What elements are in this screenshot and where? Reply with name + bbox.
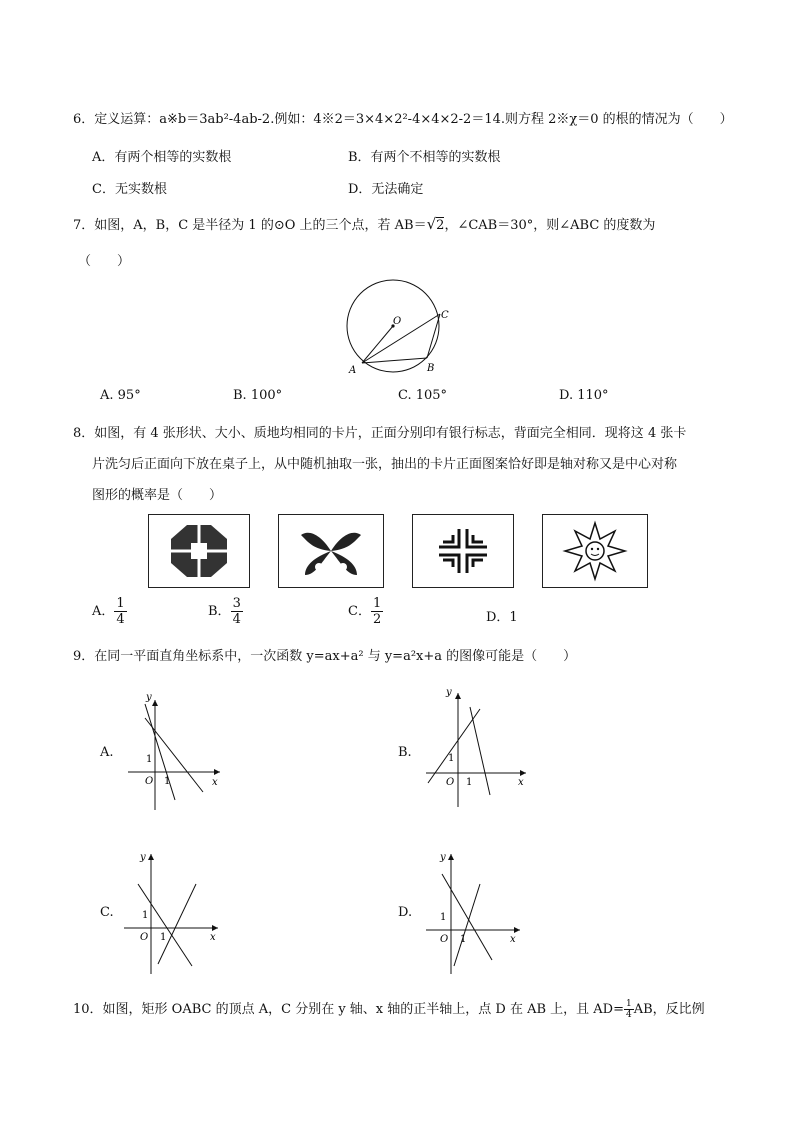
denominator: 4 <box>116 612 125 627</box>
q8-option-c-fraction <box>371 596 383 627</box>
q9-graph-d <box>420 848 530 980</box>
q6-option-a[interactable]: A．有两个相等的实数根 <box>92 150 232 165</box>
q8-option-b-fraction <box>231 596 243 627</box>
q10-fraction <box>624 999 634 1020</box>
q10-stem-text-after: AB，反比例 <box>633 1002 705 1017</box>
y-label: y <box>140 852 146 863</box>
y-label: y <box>446 687 452 698</box>
numerator: 1 <box>372 596 382 611</box>
q7-stem-text-after: ，∠CAB＝30°，则∠ABC 的度数为 <box>444 218 656 233</box>
line-2 <box>158 884 196 964</box>
tick-y-1: 1 <box>142 910 149 921</box>
q8-option-a-fraction <box>114 596 126 627</box>
x-label: x <box>510 934 516 945</box>
q9-option-b[interactable]: B. <box>398 745 412 760</box>
q6-stem: 6．定义运算：a※b＝3ab²-4ab-2.例如：4※2＝3×4×2²-4×4×2-2＝14.则方程 2※χ＝0 的根的情况为（ ） <box>73 112 733 127</box>
sun-star-logo-icon <box>543 515 647 587</box>
label-b: B <box>427 363 435 374</box>
chord-ab <box>362 358 427 363</box>
x-label: x <box>210 932 216 943</box>
q9-option-d[interactable]: D. <box>398 905 413 920</box>
q7-sqrt-value: 2 <box>436 218 445 233</box>
line-1 <box>442 874 492 960</box>
q8-option-b[interactable] <box>208 596 243 627</box>
card-logo-4 <box>542 514 648 588</box>
origin-label: O <box>140 932 149 943</box>
q8-stem-line3: 图形的概率是（ ） <box>92 488 223 503</box>
tick-y-1: 1 <box>448 753 455 764</box>
octagon-logo-icon <box>149 515 249 587</box>
tick-x-1: 1 <box>164 776 171 787</box>
q9-graph-b <box>418 685 538 815</box>
x-label: x <box>212 777 218 788</box>
q8-option-d[interactable]: D．1 <box>486 610 518 625</box>
numerator: 1 <box>626 999 632 1009</box>
q9-graph-c <box>118 848 228 980</box>
tick-x-1: 1 <box>460 934 467 945</box>
label-a: A <box>349 365 357 376</box>
radius-oa <box>362 326 393 363</box>
q7-stem-text: 7．如图，A，B，C 是半径为 1 的⊙O 上的三个点，若 AB＝ <box>73 218 427 233</box>
q10-stem <box>73 998 705 1020</box>
q7-answer-paren: （ ） <box>78 254 131 269</box>
q7-option-d[interactable]: D. 110° <box>559 388 609 403</box>
origin-label: O <box>145 776 154 787</box>
q8-option-c-prefix: C． <box>348 604 371 619</box>
numerator: 1 <box>116 596 125 611</box>
y-label: y <box>146 692 152 703</box>
q8-option-a[interactable] <box>92 596 127 627</box>
line-2 <box>145 718 203 792</box>
q6-option-c[interactable]: C．无实数根 <box>92 182 167 197</box>
q8-option-a-prefix: A． <box>92 604 115 619</box>
q7-option-b[interactable]: B. 100° <box>233 388 283 403</box>
line-1 <box>428 709 480 783</box>
tick-y-1: 1 <box>440 912 447 923</box>
label-o: O <box>393 316 402 327</box>
q7-circle-figure <box>335 278 465 378</box>
sqrt-symbol: √ <box>426 215 437 233</box>
origin-label: O <box>446 777 455 788</box>
denominator: 2 <box>372 612 382 627</box>
q8-stem-line2: 片洗匀后正面向下放在桌子上，从中随机抽取一张，抽出的卡片正面图案恰好即是轴对称又是中心对称 <box>92 457 678 472</box>
origin-label: O <box>440 934 449 945</box>
line-2 <box>454 884 480 966</box>
card-logo-1 <box>148 514 250 588</box>
q7-stem <box>73 214 655 233</box>
card-logo-3 <box>412 514 514 588</box>
cross-bars-logo-icon <box>413 515 513 587</box>
q7-option-a[interactable]: A. 95° <box>100 388 141 403</box>
numerator: 3 <box>232 596 241 611</box>
card-logo-2 <box>278 514 384 588</box>
line-1 <box>138 884 192 966</box>
line-2 <box>470 707 490 795</box>
y-label: y <box>440 852 446 863</box>
q8-option-c[interactable] <box>348 596 383 627</box>
q10-stem-text: 10．如图，矩形 OABC 的顶点 A，C 分别在 y 轴、x 轴的正半轴上，点 D 在 AB 上，且 AD= <box>73 1002 624 1017</box>
q9-graph-a <box>120 690 230 820</box>
q9-option-a[interactable]: A. <box>100 745 114 760</box>
q8-option-b-prefix: B． <box>208 604 231 619</box>
butterfly-logo-icon <box>279 515 383 587</box>
q6-option-d[interactable]: D．无法确定 <box>348 182 424 197</box>
q8-stem-line1: 8．如图，有 4 张形状、大小、质地均相同的卡片，正面分别印有银行标志，背面完全相同．现将这 4 张卡 <box>73 426 687 441</box>
denominator: 4 <box>232 612 241 627</box>
x-label: x <box>518 777 524 788</box>
denominator: 4 <box>626 1010 632 1020</box>
tick-x-1: 1 <box>466 777 473 788</box>
q9-option-c[interactable]: C. <box>100 905 114 920</box>
q6-option-b[interactable]: B．有两个不相等的实数根 <box>348 150 501 165</box>
q9-stem: 9．在同一平面直角坐标系中，一次函数 y=ax+a² 与 y=a²x+a 的图像可能是（ ） <box>73 649 577 664</box>
tick-y-1: 1 <box>146 754 153 765</box>
tick-x-1: 1 <box>160 932 167 943</box>
q7-option-c[interactable]: C. 105° <box>398 388 448 403</box>
label-c: C <box>441 310 449 321</box>
